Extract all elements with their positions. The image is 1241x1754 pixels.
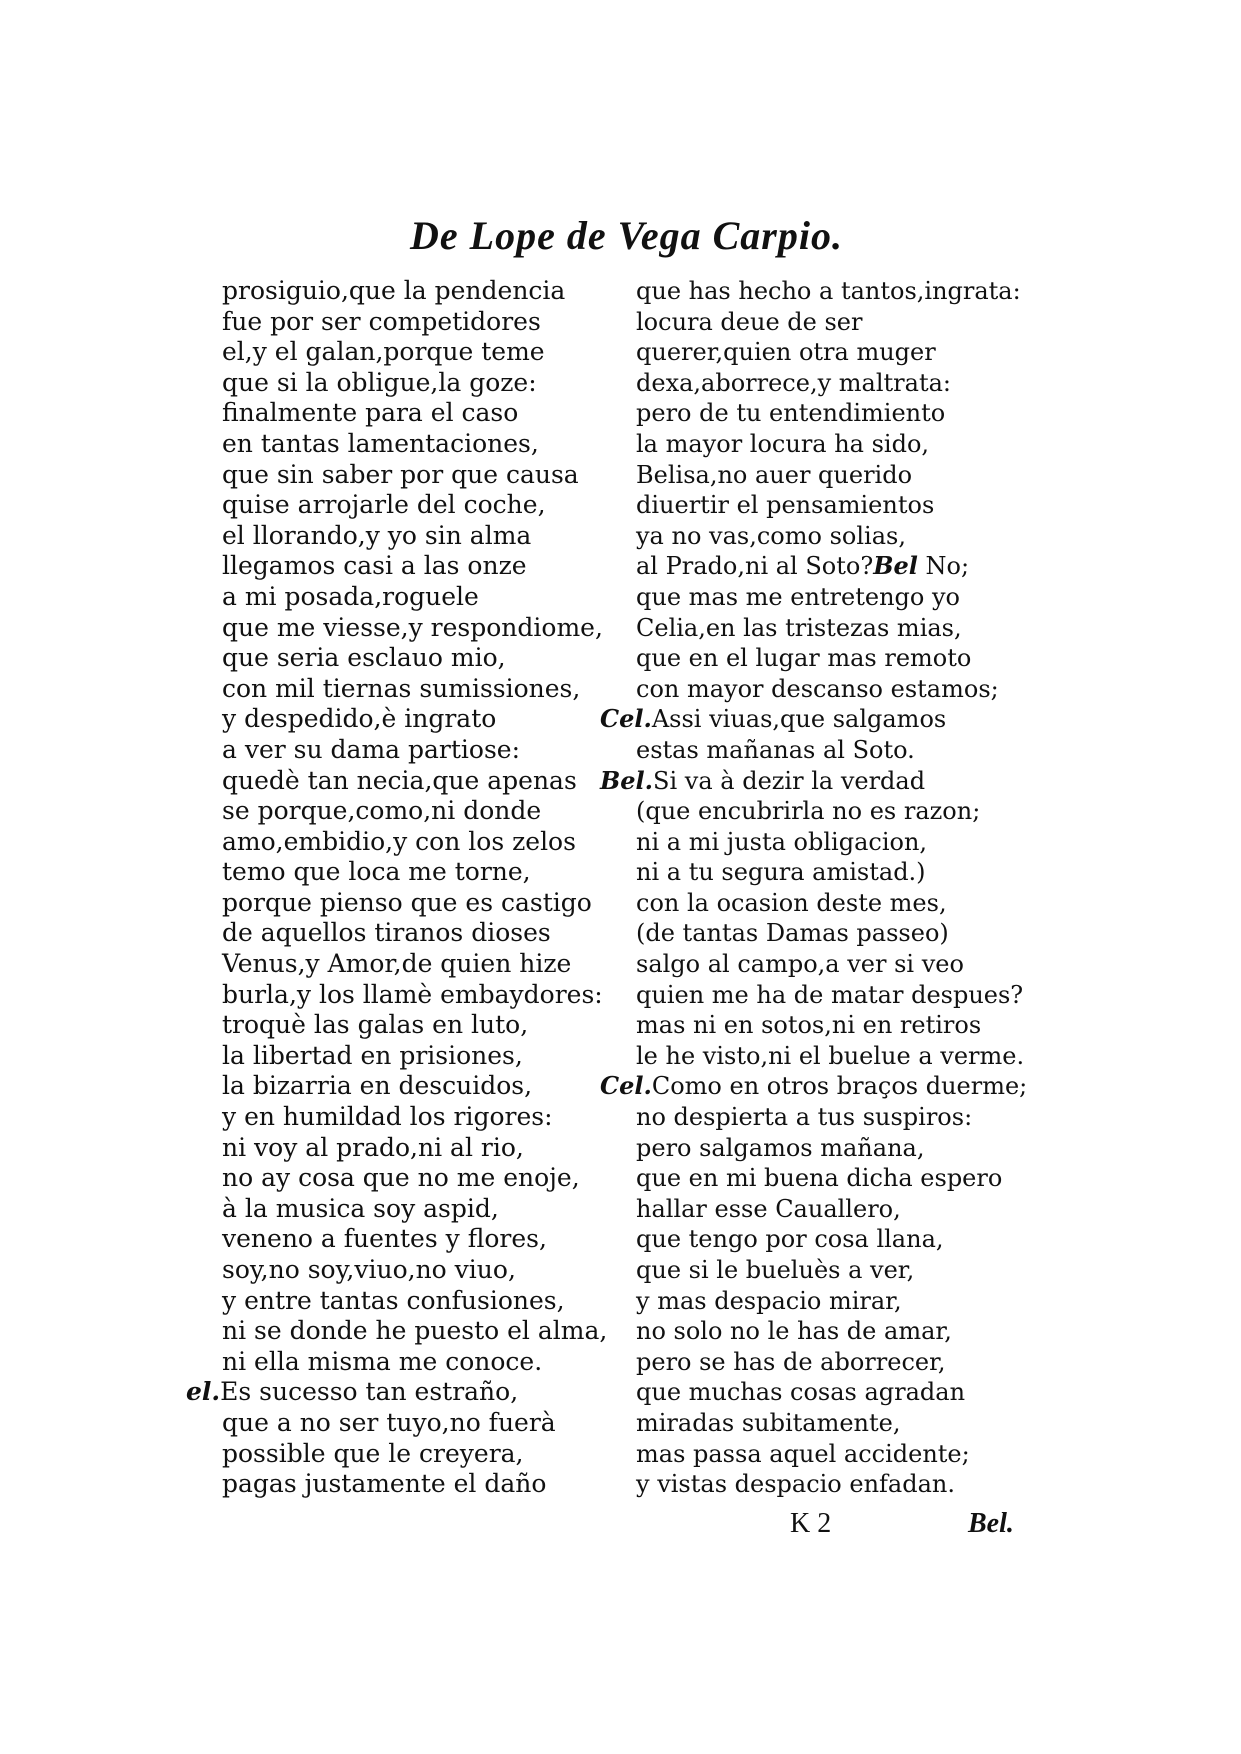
verse-line <box>186 918 607 949</box>
verse-line <box>600 1439 1027 1470</box>
verse-line <box>600 1408 1027 1439</box>
verse-text: quise arrojarle del coche, <box>222 490 546 520</box>
verse-text: Venus,y Amor,de quien hize <box>222 949 572 979</box>
verse-line <box>186 735 607 766</box>
verse-line <box>600 888 1027 919</box>
verse-text: que en el lugar mas remoto <box>636 644 972 673</box>
verse-text: de aquellos tiranos dioses <box>222 918 551 948</box>
verse-line <box>186 1255 607 1286</box>
verse-line <box>186 1194 607 1225</box>
verse-text: y entre tantas confusiones, <box>222 1285 565 1315</box>
verse-line <box>600 918 1027 949</box>
verse-text: al Prado,ni al Soto? <box>636 552 874 581</box>
verse-line <box>600 1469 1027 1500</box>
verse-line <box>600 827 1027 858</box>
verse-text: possible que le creyera, <box>222 1438 524 1468</box>
verse-line <box>186 490 607 521</box>
verse-text: que tengo por cosa llana, <box>636 1225 944 1254</box>
verse-line <box>186 766 607 797</box>
speaker-label: Cel. <box>600 1071 652 1101</box>
verse-line <box>186 1224 607 1255</box>
verse-line <box>186 1010 607 1041</box>
verse-line <box>186 1408 607 1439</box>
verse-text: que si le bueluès a ver, <box>636 1256 915 1284</box>
verse-line <box>600 276 1027 307</box>
verse-line <box>600 1102 1027 1133</box>
speaker-label: el. <box>186 1377 221 1407</box>
verse-text: ni se donde he puesto el alma, <box>222 1316 608 1346</box>
verse-line <box>600 1286 1027 1317</box>
verse-line <box>600 1071 1027 1102</box>
verse-text: Es sucesso tan estraño, <box>220 1377 519 1407</box>
verse-text: que seria esclauo mio, <box>222 643 506 673</box>
verse-text: pero salgamos mañana, <box>636 1133 925 1162</box>
verse-text: ni ella misma me conoce. <box>222 1346 543 1376</box>
verse-text: Si va à dezir la verdad <box>653 766 926 795</box>
verse-line <box>600 735 1027 766</box>
verse-line <box>186 521 607 552</box>
verse-text: fue por ser competidores <box>222 306 541 336</box>
verse-text: con la ocasion deste mes, <box>636 888 947 917</box>
verse-text: el llorando,y yo sin alma <box>222 520 532 550</box>
verse-line <box>600 1010 1027 1041</box>
verse-text: miradas subitamente, <box>636 1408 901 1437</box>
verse-line <box>186 337 607 368</box>
verse-text: porque pienso que es castigo <box>222 887 592 917</box>
verse-line <box>186 704 607 735</box>
verse-text: con mil tiernas sumissiones, <box>222 673 581 703</box>
verse-text: no ay cosa que no me enoje, <box>222 1163 580 1193</box>
verse-line <box>600 460 1027 491</box>
verse-text: que mas me entretengo yo <box>636 582 960 611</box>
verse-text: que sin saber por que causa <box>222 459 579 489</box>
verse-text: con mayor descanso estamos; <box>636 674 999 703</box>
verse-line <box>600 490 1027 521</box>
page-header: De Lope de Vega Carpio. <box>410 213 843 258</box>
verse-line <box>600 1163 1027 1194</box>
verse-text: a ver su dama partiose: <box>222 734 521 764</box>
verse-line <box>186 1316 607 1347</box>
verse-text: que me viesse,y respondiome, <box>222 612 603 642</box>
verse-line <box>600 551 1027 582</box>
verse-text: prosiguio,que la pendencia <box>222 276 566 305</box>
verse-line <box>600 980 1027 1011</box>
speaker-label: Bel <box>873 551 918 581</box>
verse-line <box>186 980 607 1011</box>
verse-text: no despierta a tus suspiros: <box>636 1103 973 1132</box>
speaker-label: Cel. <box>600 704 652 734</box>
verse-text: à la musica soy aspid, <box>222 1193 499 1223</box>
verse-text: que has hecho a tantos,ingrata: <box>636 277 1021 305</box>
verse-line <box>600 1133 1027 1164</box>
verse-text: ni voy al prado,ni al rio, <box>222 1132 524 1162</box>
verse-line <box>186 1102 607 1133</box>
verse-line <box>186 674 607 705</box>
verse-line <box>600 674 1027 705</box>
verse-line <box>186 1469 607 1500</box>
verse-line <box>186 1347 607 1378</box>
verse-line <box>600 337 1027 368</box>
verse-text: le he visto,ni el buelue a verme. <box>636 1041 1025 1070</box>
speaker-label: Bel. <box>600 765 654 795</box>
verse-text: pero se has de aborrecer, <box>636 1347 946 1376</box>
verse-text: estas mañanas al Soto. <box>636 735 915 764</box>
verse-text: (de tantas Damas passeo) <box>636 919 949 948</box>
verse-line <box>186 613 607 644</box>
verse-text: la bizarria en descuidos, <box>222 1071 533 1101</box>
verse-text: llegamos casi a las onze <box>222 551 527 581</box>
verse-line <box>600 766 1027 797</box>
verse-text: mas ni en sotos,ni en retiros <box>636 1011 982 1040</box>
verse-text: que a no ser tuyo,no fuerà <box>222 1407 556 1437</box>
verse-line <box>186 276 607 307</box>
verse-line <box>186 827 607 858</box>
verse-text: mas passa aquel accidente; <box>636 1439 970 1468</box>
verse-line <box>186 429 607 460</box>
verse-line <box>186 796 607 827</box>
verse-line <box>600 307 1027 338</box>
verse-line <box>600 1041 1027 1072</box>
verse-line <box>186 1286 607 1317</box>
verse-text: pero de tu entendimiento <box>636 399 946 428</box>
verse-text: que si la obligue,la goze: <box>222 367 537 397</box>
verse-line <box>600 796 1027 827</box>
verse-line <box>186 1163 607 1194</box>
verse-text: la mayor locura ha sido, <box>636 429 930 458</box>
verse-line <box>600 857 1027 888</box>
left-column <box>186 276 607 1500</box>
verse-text: quedè tan necia,que apenas <box>222 765 577 795</box>
verse-line <box>186 1133 607 1164</box>
verse-text: la libertad en prisiones, <box>222 1040 523 1070</box>
verse-line <box>186 398 607 429</box>
verse-text: ni a mi justa obligacion, <box>636 827 928 856</box>
verse-text: locura deue de ser <box>636 307 863 336</box>
verse-text: y despedido,è ingrato <box>222 704 497 734</box>
verse-line <box>600 429 1027 460</box>
verse-text: veneno a fuentes y flores, <box>222 1224 547 1254</box>
verse-text: temo que loca me torne, <box>222 857 531 887</box>
verse-text: diuertir el pensamientos <box>636 491 935 520</box>
verse-text: Celia,en las tristezas mias, <box>636 613 962 642</box>
verse-line <box>600 949 1027 980</box>
verse-line <box>600 613 1027 644</box>
verse-text: se porque,como,ni donde <box>222 796 542 826</box>
verse-line <box>186 1439 607 1470</box>
verse-text: ni a tu segura amistad.) <box>636 858 926 887</box>
verse-text: querer,quien otra muger <box>636 338 936 367</box>
verse-text: No; <box>917 552 970 581</box>
verse-text: Belisa,no auer querido <box>636 460 913 489</box>
verse-line <box>600 1316 1027 1347</box>
verse-text: pagas justamente el daño <box>222 1469 547 1499</box>
verse-text: troquè las galas en luto, <box>222 1010 529 1040</box>
verse-line <box>600 1194 1027 1225</box>
signature-mark: K 2 <box>790 1508 832 1539</box>
verse-line <box>600 1224 1027 1255</box>
verse-line <box>186 1071 607 1102</box>
verse-text: el,y el galan,porque teme <box>222 337 545 367</box>
verse-text: quien me ha de matar despues? <box>636 980 1024 1009</box>
verse-line <box>600 643 1027 674</box>
verse-text: hallar esse Cauallero, <box>636 1194 901 1223</box>
verse-text: amo,embidio,y con los zelos <box>222 826 576 856</box>
catchword: Bel. <box>968 1508 1014 1539</box>
verse-line <box>186 949 607 980</box>
verse-text: ya no vas,como solias, <box>636 521 906 550</box>
verse-text: y en humildad los rigores: <box>222 1102 553 1132</box>
verse-text: dexa,aborrece,y maltrata: <box>636 368 951 397</box>
verse-text: Assi viuas,que salgamos <box>651 705 947 734</box>
verse-line <box>186 1377 607 1408</box>
verse-text: no solo no le has de amar, <box>636 1317 952 1346</box>
verse-line <box>186 857 607 888</box>
verse-text: salgo al campo,a ver si veo <box>636 950 964 979</box>
verse-line <box>600 1255 1027 1286</box>
verse-text: que muchas cosas agradan <box>636 1378 966 1407</box>
verse-line <box>600 582 1027 613</box>
verse-line <box>186 551 607 582</box>
verse-line <box>186 582 607 613</box>
verse-text: (que encubrirla no es razon; <box>636 797 981 826</box>
verse-line <box>600 1377 1027 1408</box>
verse-line <box>186 307 607 338</box>
verse-line <box>600 704 1027 735</box>
verse-text: soy,no soy,viuo,no viuo, <box>222 1255 516 1284</box>
verse-line <box>600 521 1027 552</box>
verse-line <box>186 460 607 491</box>
right-column <box>600 276 1027 1500</box>
verse-text: que en mi buena dicha espero <box>636 1164 1003 1193</box>
verse-text: finalmente para el caso <box>222 398 519 428</box>
verse-line <box>186 1041 607 1072</box>
verse-text: Como en otros braços duerme; <box>651 1072 1028 1101</box>
verse-line <box>186 368 607 399</box>
verse-text: y vistas despacio enfadan. <box>636 1470 955 1499</box>
verse-line <box>600 368 1027 399</box>
verse-text: burla,y los llamè embaydores: <box>222 979 603 1009</box>
verse-text: a mi posada,roguele <box>222 581 479 611</box>
verse-line <box>186 888 607 919</box>
verse-text: en tantas lamentaciones, <box>222 428 539 458</box>
verse-text: y mas despacio mirar, <box>636 1286 902 1315</box>
verse-line <box>600 1347 1027 1378</box>
verse-line <box>600 398 1027 429</box>
verse-line <box>186 643 607 674</box>
